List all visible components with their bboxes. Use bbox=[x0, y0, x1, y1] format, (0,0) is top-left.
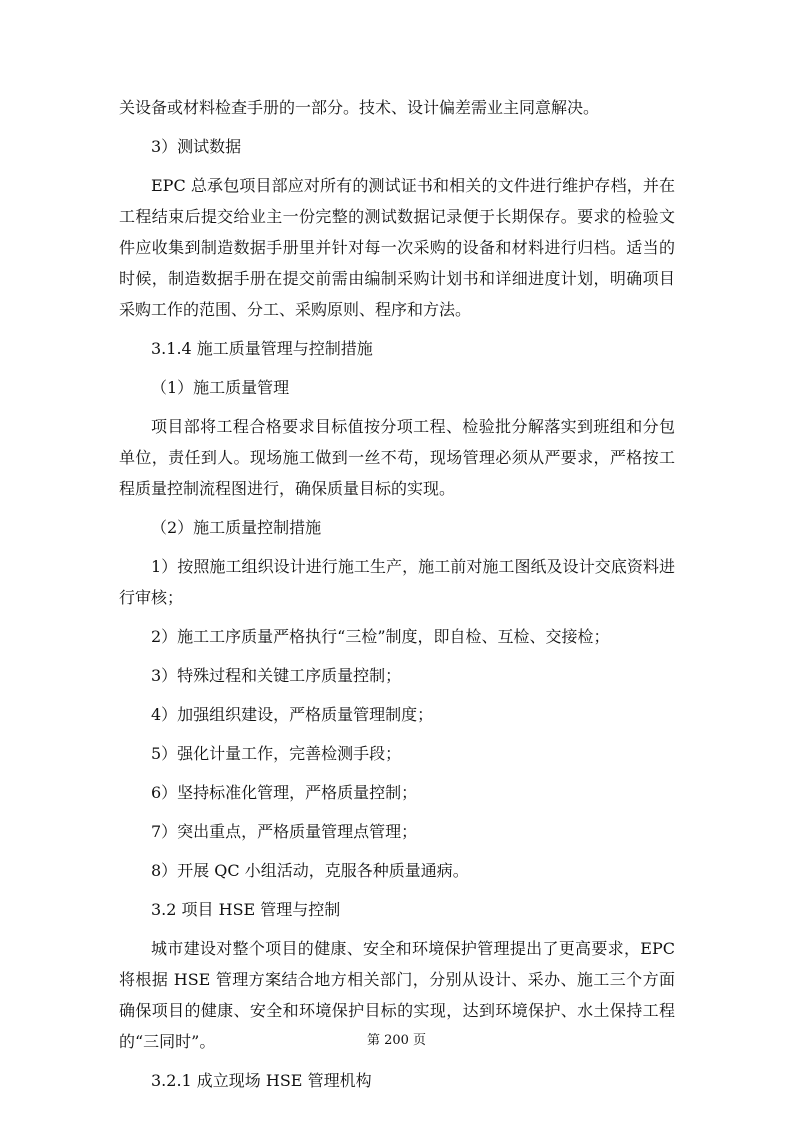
section-heading-3-2: 3.2 项目 HSE 管理与控制 bbox=[151, 900, 341, 919]
document-body bbox=[119, 92, 675, 1104]
list-item-3: 3）特殊过程和关键工序质量控制； bbox=[151, 666, 402, 685]
list-item-1: 1）按照施工组织设计进行施工生产，施工前对施工图纸及设计交底资料进行审核； bbox=[119, 557, 675, 607]
paragraph-quality-management: 项目部将工程合格要求目标值按分项工程、检验批分解落实到班组和分包单位，责任到人。现场施工做到一丝不苟，现场管理必须从严要求，严格按工程质量控制流程图进行，确保质量目标的实现。 bbox=[119, 417, 675, 498]
page-number: 第 200 页 bbox=[366, 1033, 427, 1048]
list-item-4: 4）加强组织建设，严格质量管理制度； bbox=[151, 705, 434, 724]
list-item-6: 6）坚持标准化管理，严格质量控制； bbox=[151, 783, 418, 802]
subheading-construction-quality-management: （1）施工质量管理 bbox=[151, 378, 290, 397]
list-item-5: 5）强化计量工作，完善检测手段； bbox=[151, 744, 402, 763]
list-item-2: 2）施工工序质量严格执行“三检”制度，即自检、互检、交接检； bbox=[151, 627, 610, 646]
paragraph-hse-management: 城市建设对整个项目的健康、安全和环境保护管理提出了更高要求，EPC 将根据 HSE 管理方案结合地方相关部门，分别从设计、采办、施工三个方面确保项目的健康、安全和环境保护目标的实现，达到环境保护、水土保持工程的“三同时”。 bbox=[119, 939, 675, 1051]
section-heading-3-1-4: 3.1.4 施工质量管理与控制措施 bbox=[151, 339, 373, 358]
paragraph-test-data: EPC 总承包项目部应对所有的测试证书和相关的文件进行维护存档，并在工程结束后提交给业主一份完整的测试数据记录便于长期保存。要求的检验文件应收集到制造数据手册里并针对每一次采购的设备和材料进行归档。适当的时候，制造数据手册在提交前需由编制采购计划书和详细进度计划，明确项目采购工作的范围、分工、采购原则、程序和方法。 bbox=[119, 176, 675, 319]
section-heading-3-2-1: 3.2.1 成立现场 HSE 管理机构 bbox=[151, 1071, 372, 1090]
page-footer bbox=[0, 1032, 793, 1050]
list-item-8: 8）开展 QC 小组活动，克服各种质量通病。 bbox=[151, 861, 469, 880]
subheading-quality-control-measures: （2）施工质量控制措施 bbox=[151, 518, 322, 537]
paragraph-continuation: 关设备或材料检查手册的一部分。技术、设计偏差需业主同意解决。 bbox=[119, 98, 600, 117]
subheading-test-data: 3）测试数据 bbox=[151, 137, 242, 156]
list-item-7: 7）突出重点，严格质量管理点管理； bbox=[151, 822, 418, 841]
